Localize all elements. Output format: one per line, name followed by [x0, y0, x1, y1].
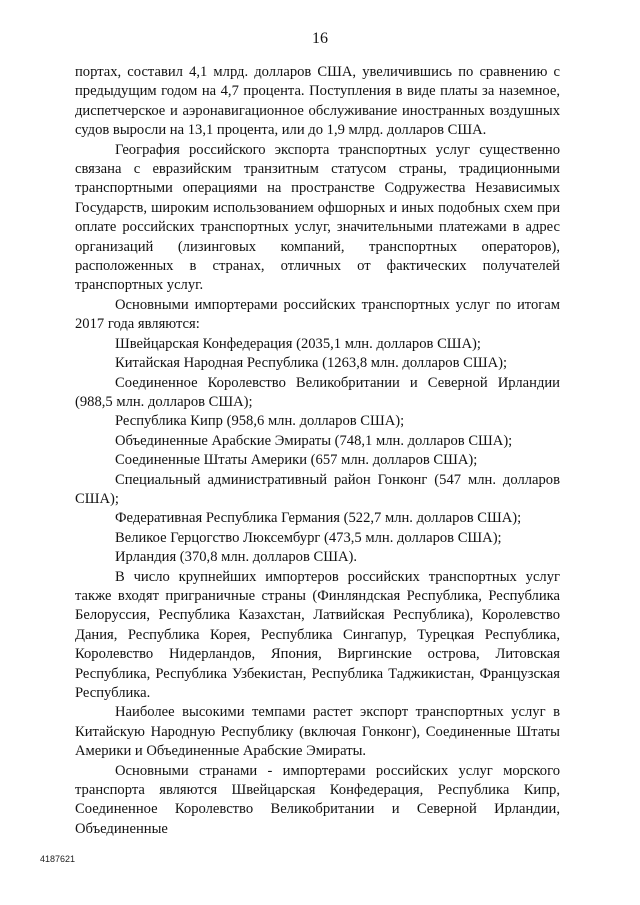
paragraph-importers-intro: Основными импортерами российских транспортных услуг по итогам 2017 года являются: [75, 296, 560, 333]
list-item: Соединенные Штаты Америки (657 млн. долларов США); [115, 452, 478, 469]
paragraph-largest-importers: В число крупнейших импортеров российских транспортных услуг также входят приграничные страны (Финляндская Республика, Республика Белоруссия, Республика Казахстан, Латвийская Республика), Королевство Дания, Республика Корея, Республика Сингапур, Турецкая Республика, Королевство Нидерландов, Япония, Виргинские острова, Литовская Республика, Республика Узбекистан, Республика Таджикистан, Французская Республика. [75, 568, 560, 701]
document-body [75, 63, 560, 839]
list-item: Объединенные Арабские Эмираты (748,1 млн. долларов США); [115, 432, 513, 449]
list-item: Соединенное Королевство Великобритании и Северной Ирландии (988,5 млн. долларов США); [75, 374, 560, 410]
list-item: Федеративная Республика Германия (522,7 млн. долларов США); [115, 510, 522, 527]
list-item: Швейцарская Конфедерация (2035,1 млн. долларов США); [115, 335, 481, 352]
paragraph-maritime-importers: Основными странами - импортерами российских услуг морского транспорта являются Швейцарская Конфедерация, Республика Кипр, Соединенное Королевство Великобритании и Северной Ирландии, Объединенные [75, 762, 560, 837]
list-item: Великое Герцогство Люксембург (473,5 млн. долларов США); [115, 529, 502, 546]
document-code: 4187621 [40, 854, 76, 864]
list-item: Республика Кипр (958,6 млн. долларов США); [115, 413, 405, 430]
importers-list [75, 335, 560, 568]
page-number: 16 [312, 30, 328, 47]
paragraph-continuation: портах, составил 4,1 млрд. долларов США, увеличившись по сравнению с предыдущим годом на 4,7 процента. Поступления в виде платы за наземное, диспетчерское и аэронавигационное обслуживание иностранных воздушных судов выросли на 13,1 процента, или до 1,9 млрд. долларов США. [75, 64, 560, 139]
list-item: Ирландия (370,8 млн. долларов США). [115, 549, 357, 566]
paragraph-export-geography: География российского экспорта транспортных услуг существенно связана с евразийским транзитным статусом страны, традиционными транспортными операциями на пространстве Содружества Независимых Государств, широким использованием офшорных и иных подобных схем при оплате российских транспортных услуг, значительными платежами в адрес организаций (лизинговых компаний, транспортных операторов), расположенных в странах, отличных от фактических получателей транспортных услуг. [75, 141, 560, 294]
list-item: Китайская Народная Республика (1263,8 млн. долларов США); [115, 355, 508, 372]
list-item: Специальный административный район Гонконг (547 млн. долларов США); [75, 471, 560, 507]
paragraph-growth-rates: Наиболее высокими темпами растет экспорт транспортных услуг в Китайскую Народную Республику (включая Гонконг), Соединенные Штаты Америки и Объединенные Арабские Эмираты. [75, 704, 560, 760]
